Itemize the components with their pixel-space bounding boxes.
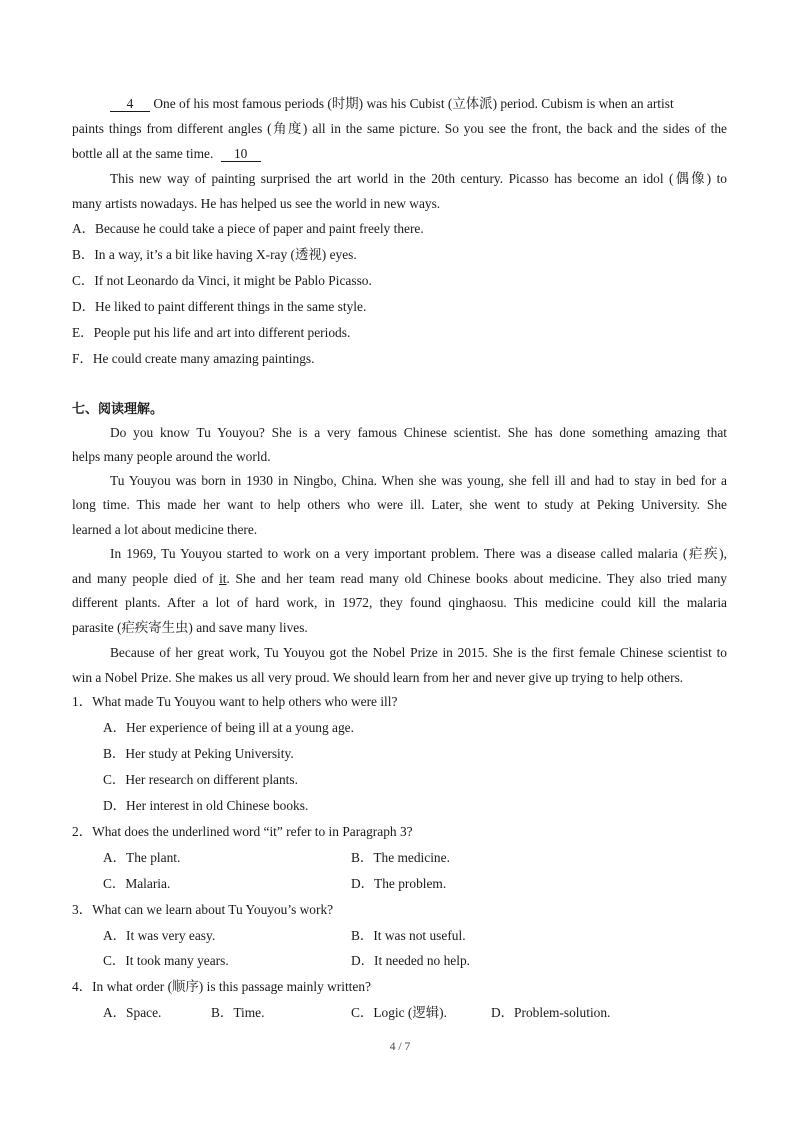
q4-option-a[interactable]: A．Space. [103, 1005, 162, 1020]
question-1: 1．What made Tu Youyou want to help others who were ill? [72, 694, 398, 709]
q4-option-c[interactable]: C．Logic (逻辑). [351, 1005, 447, 1020]
option-b[interactable]: B．In a way, it’s a bit like having X-ray (透视) eyes. [72, 247, 357, 262]
passage-text: One of his most famous periods (时期) was his Cubist (立体派) period. Cubism is when an artist [153, 96, 674, 111]
passage-line: parasite (疟疾寄生虫) and save many lives. [72, 620, 308, 635]
passage-line: Tu Youyou was born in 1930 in Ningbo, China. When she was young, she fell ill and had to stay in bed for a [110, 473, 727, 488]
question-4: 4．In what order (顺序) is this passage mainly written? [72, 979, 371, 994]
underlined-word-it: it [219, 571, 227, 586]
question-3: 3．What can we learn about Tu Youyou’s work? [72, 902, 334, 917]
option-f[interactable]: F．He could create many amazing paintings. [72, 351, 315, 366]
q4-option-b[interactable]: B．Time. [211, 1005, 265, 1020]
q3-option-a[interactable]: A．It was very easy. [103, 928, 216, 943]
passage-line: This new way of painting surprised the art world in the 20th century. Picasso has become an idol (偶像) to [110, 171, 727, 186]
q1-option-d[interactable]: D．Her interest in old Chinese books. [103, 798, 309, 813]
section-heading: 七、阅读理解。 [72, 402, 164, 417]
q2-option-b[interactable]: B．The medicine. [351, 850, 450, 865]
passage-line: many artists nowadays. He has helped us see the world in new ways. [72, 196, 441, 211]
option-d[interactable]: D．He liked to paint different things in the same style. [72, 299, 367, 314]
passage-line: helps many people around the world. [72, 449, 271, 464]
passage-line [72, 145, 261, 163]
question-2: 2．What does the underlined word “it” refer to in Paragraph 3? [72, 824, 413, 839]
passage-line: In 1969, Tu Youyou started to work on a very important problem. There was a disease called malaria (疟疾), [110, 546, 727, 561]
passage-line [110, 95, 727, 113]
passage-text: . She and her team read many old Chinese books about medicine. They also tried many [226, 571, 727, 586]
passage-line: Do you know Tu Youyou? She is a very famous Chinese scientist. She has done something amazing that [110, 425, 727, 440]
option-c[interactable]: C．If not Leonardo da Vinci, it might be Pablo Picasso. [72, 273, 372, 288]
passage-line: Because of her great work, Tu Youyou got the Nobel Prize in 2015. She is the first female Chinese scientist to [110, 645, 727, 660]
q2-option-d[interactable]: D．The problem. [351, 876, 447, 891]
answer-blank[interactable]: 10 [221, 146, 261, 162]
q1-option-c[interactable]: C．Her research on different plants. [103, 772, 298, 787]
page-number: 4 / 7 [389, 1041, 411, 1053]
option-e[interactable]: E．People put his life and art into different periods. [72, 325, 351, 340]
passage-line: learned a lot about medicine there. [72, 522, 258, 537]
passage-line [72, 570, 727, 588]
answer-blank[interactable]: 4 [110, 96, 150, 112]
passage-text: bottle all at the same time. [72, 146, 214, 161]
q1-option-b[interactable]: B．Her study at Peking University. [103, 746, 294, 761]
q4-option-d[interactable]: D．Problem-solution. [491, 1005, 611, 1020]
passage-line: long time. This made her want to help others who were ill. Later, she went to study at Peking University. She [72, 497, 727, 512]
q2-option-c[interactable]: C．Malaria. [103, 876, 171, 891]
option-a[interactable]: A．Because he could take a piece of paper and paint freely there. [72, 221, 424, 236]
passage-text: and many people died of [72, 571, 220, 586]
passage-line: win a Nobel Prize. She makes us all very proud. We should learn from her and never give up trying to help others. [72, 670, 684, 685]
q3-option-d[interactable]: D．It needed no help. [351, 953, 470, 968]
passage-line: different plants. After a lot of hard work, in 1972, they found qinghaosu. This medicine could kill the malaria [72, 595, 727, 610]
q3-option-c[interactable]: C．It took many years. [103, 953, 229, 968]
q3-option-b[interactable]: B．It was not useful. [351, 928, 466, 943]
q1-option-a[interactable]: A．Her experience of being ill at a young age. [103, 720, 354, 735]
q2-option-a[interactable]: A．The plant. [103, 850, 181, 865]
passage-line: paints things from different angles (角度) all in the same picture. So you see the front, the back and the sides of the [72, 121, 727, 136]
